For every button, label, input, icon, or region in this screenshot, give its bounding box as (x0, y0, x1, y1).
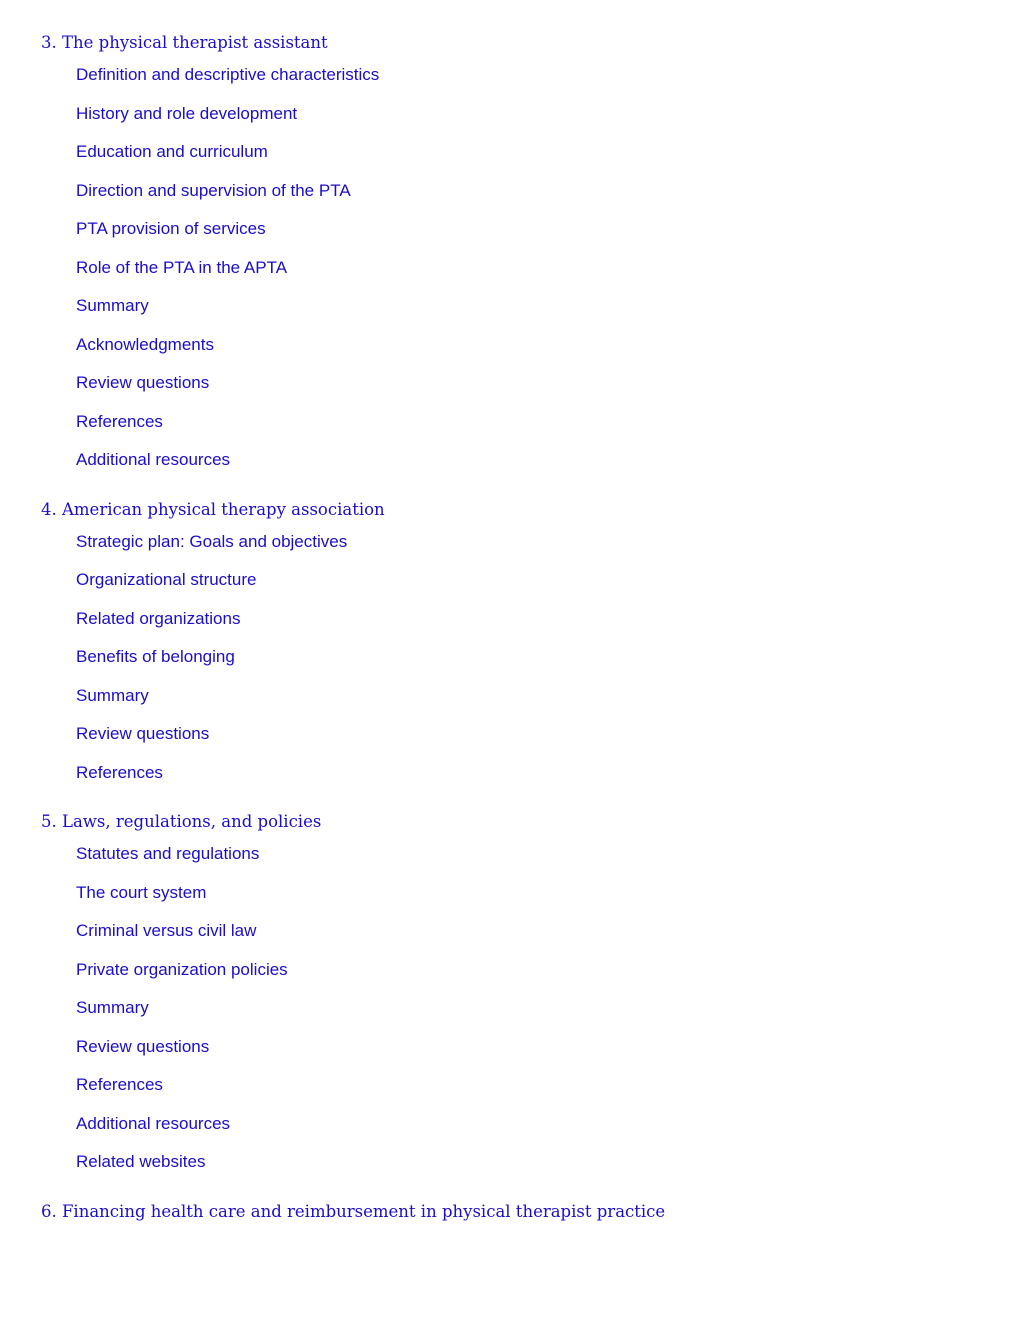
list-item (41, 600, 1001, 639)
list-item (41, 1066, 1001, 1105)
list-item (41, 874, 1001, 913)
list-item (41, 364, 1001, 403)
section-link[interactable]: Additional resources (76, 1113, 231, 1133)
list-item (41, 133, 1001, 172)
toc-chapter (41, 497, 1001, 793)
list-item (41, 638, 1001, 677)
section-link[interactable]: Review questions (76, 373, 210, 392)
section-link[interactable]: Strategic plan: Goals and objectives (76, 531, 348, 551)
list-item (41, 441, 1001, 480)
section-link[interactable]: Additional resources (76, 450, 231, 469)
section-list (41, 523, 1001, 793)
list-item (41, 56, 1001, 95)
section-link[interactable]: Summary (76, 685, 149, 705)
section-link[interactable]: Direction and supervision of the PTA (76, 180, 351, 200)
section-link[interactable]: Benefits of belonging (76, 647, 235, 666)
section-link[interactable]: Related websites (76, 1152, 206, 1171)
section-link[interactable]: Private organization policies (76, 959, 288, 979)
list-item (41, 210, 1001, 249)
list-item (41, 326, 1001, 365)
section-link[interactable]: Criminal versus civil law (76, 921, 257, 940)
toc-chapter (41, 1199, 1001, 1225)
section-link[interactable]: Organizational structure (76, 570, 257, 589)
list-item (41, 523, 1001, 562)
section-link[interactable]: PTA provision of services (76, 219, 266, 238)
section-link[interactable]: Acknowledgments (76, 334, 214, 354)
section-link[interactable]: Review questions (76, 1036, 210, 1056)
section-link[interactable]: Definition and descriptive characteristics (76, 65, 380, 84)
list-item (41, 835, 1001, 874)
chapter-title-link[interactable]: 4. American physical therapy association (41, 499, 385, 519)
list-item (41, 403, 1001, 442)
section-link[interactable]: References (76, 1075, 163, 1094)
section-link[interactable]: Review questions (76, 724, 210, 743)
section-link[interactable]: Education and curriculum (76, 142, 268, 161)
section-link[interactable]: Summary (76, 296, 149, 315)
list-item (41, 249, 1001, 288)
list-item (41, 989, 1001, 1028)
chapter-title-link[interactable]: 6. Financing health care and reimbursement in physical therapist practice (41, 1201, 666, 1221)
section-link[interactable]: References (76, 762, 163, 782)
list-item (41, 1028, 1001, 1067)
list-item (41, 912, 1001, 951)
list-item (41, 287, 1001, 326)
section-link[interactable]: Statutes and regulations (76, 844, 260, 863)
section-link[interactable]: The court system (76, 882, 207, 902)
table-of-contents (41, 30, 1001, 1242)
toc-chapter (41, 30, 1001, 480)
section-link[interactable]: History and role development (76, 103, 298, 123)
section-link[interactable]: Summary (76, 998, 149, 1017)
list-item (41, 172, 1001, 211)
section-link[interactable]: Role of the PTA in the APTA (76, 257, 288, 277)
list-item (41, 95, 1001, 134)
list-item (41, 561, 1001, 600)
list-item (41, 951, 1001, 990)
list-item (41, 677, 1001, 716)
chapter-title-link[interactable]: 3. The physical therapist assistant (41, 33, 328, 52)
section-list (41, 835, 1001, 1182)
section-link[interactable]: References (76, 411, 163, 431)
chapter-title-link[interactable]: 5. Laws, regulations, and policies (41, 812, 322, 831)
section-list (41, 56, 1001, 480)
section-link[interactable]: Related organizations (76, 608, 241, 628)
toc-chapter (41, 809, 1001, 1182)
list-item (41, 715, 1001, 754)
list-item (41, 1143, 1001, 1182)
list-item (41, 754, 1001, 793)
list-item (41, 1105, 1001, 1144)
